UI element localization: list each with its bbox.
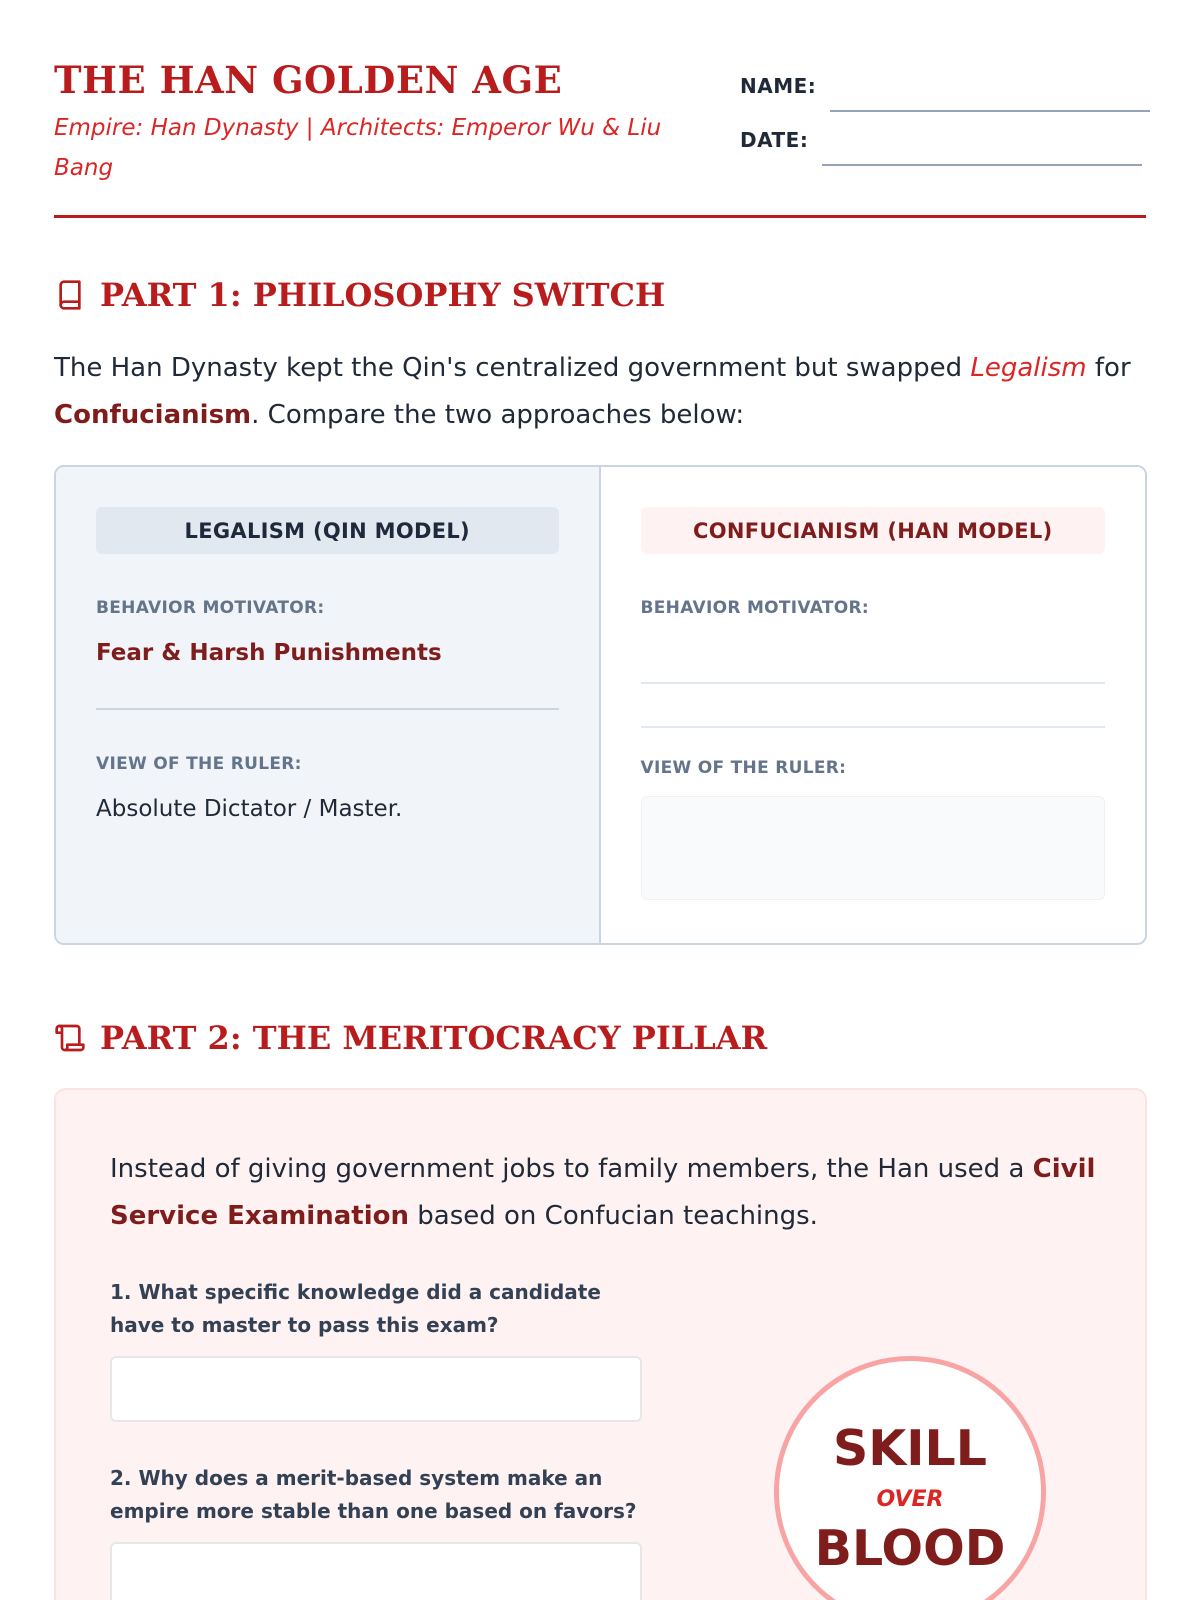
skill-over-blood-seal: [774, 1356, 1046, 1600]
ruler-answer-box[interactable]: [641, 796, 1106, 900]
name-field: [740, 74, 1150, 98]
question-1: 1. What specific knowledge did a candidate have to master to pass this exam?: [110, 1280, 601, 1337]
part1-intro-mid: for: [1086, 353, 1131, 383]
part1-intro-confucianism: Confucianism: [54, 400, 252, 430]
seal-mid-text: OVER: [876, 1486, 944, 1512]
confucianism-motivator-label: BEHAVIOR MOTIVATOR:: [640, 598, 870, 618]
book-icon: [54, 279, 86, 311]
legalism-ruler-value: Absolute Dictator / Master.: [96, 796, 403, 822]
legalism-motivator-value: Fear & Harsh Punishments: [96, 640, 442, 666]
date-field: [740, 128, 1142, 152]
name-input-line[interactable]: [830, 110, 1150, 112]
part1-heading: [54, 276, 665, 314]
legalism-divider: [96, 708, 559, 710]
part1-heading-text: PART 1: PHILOSOPHY SWITCH: [100, 276, 666, 314]
seal-top-text: SKILL: [833, 1419, 987, 1477]
legalism-ruler-label: VIEW OF THE RULER:: [96, 754, 302, 774]
question-2: 2. Why does a merit-based system make an empire more stable than one based on favors?: [110, 1466, 637, 1523]
date-label: DATE:: [740, 128, 809, 152]
comparison-table: [54, 465, 1147, 945]
part2-heading-text: PART 2: THE MERITOCRACY PILLAR: [100, 1019, 768, 1057]
date-input-line[interactable]: [822, 164, 1142, 166]
meritocracy-box: [54, 1088, 1147, 1600]
question-1-answer[interactable]: [110, 1356, 642, 1422]
motivator-answer-line[interactable]: [641, 682, 1106, 684]
name-label: NAME:: [740, 74, 817, 98]
confucianism-column: [601, 467, 1146, 943]
part2-intro: [110, 1146, 1110, 1240]
part1-intro-legalism: Legalism: [970, 353, 1087, 383]
legalism-column: [56, 467, 601, 943]
part2-intro-pre: Instead of giving government jobs to family members, the Han used a: [110, 1154, 1033, 1184]
part1-intro-post: . Compare the two approaches below:: [251, 400, 745, 430]
legalism-motivator-label: BEHAVIOR MOTIVATOR:: [96, 598, 325, 618]
confucianism-pill: CONFUCIANISM (HAN MODEL): [641, 507, 1106, 554]
part2-intro-post: based on Confucian teachings.: [409, 1201, 818, 1231]
part1-intro-pre: The Han Dynasty kept the Qin's centralized government but swapped: [54, 353, 971, 383]
part2-heading: [54, 1019, 767, 1057]
legalism-pill: LEGALISM (QIN MODEL): [96, 507, 559, 554]
confucianism-ruler-label: VIEW OF THE RULER:: [640, 758, 847, 778]
page-subtitle: Empire: Han Dynasty | Architects: Emperor Wu & Liu Bang: [54, 115, 662, 181]
question-2-answer[interactable]: [110, 1542, 642, 1600]
seal-bottom-text: BLOOD: [814, 1519, 1006, 1577]
motivator-answer-line-2[interactable]: [641, 726, 1106, 728]
part1-intro: [54, 345, 1146, 439]
worksheet-header: [54, 0, 1146, 218]
page-title: THE HAN GOLDEN AGE: [54, 58, 563, 102]
scroll-icon: [54, 1022, 86, 1054]
part2-intro-exam: Civil Service Examination: [110, 1154, 1096, 1231]
